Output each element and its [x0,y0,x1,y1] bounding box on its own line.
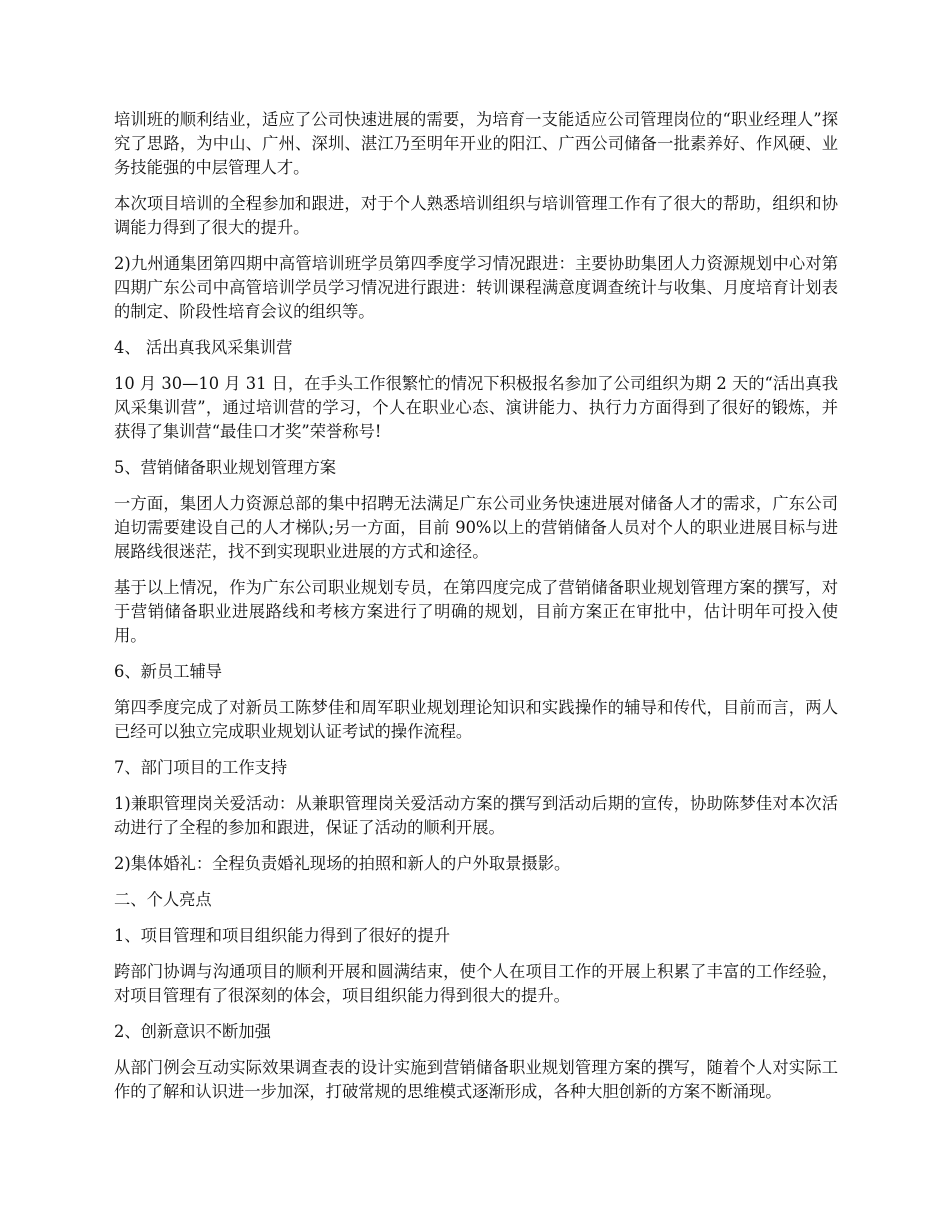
paragraph-cross-department-project: 跨部门协调与沟通项目的顺利开展和圆满结束，使个人在项目工作的开展上积累了丰富的工作经验，对项目管理有了很深刻的体会，项目组织能力得到很大的提升。 [114,962,838,1005]
paragraph-marketing-reserve-plan: 基于以上情况，作为广东公司职业规划专员，在第四度完成了营销储备职业规划管理方案的撰写，对于营销储备职业进展路线和考核方案进行了明确的规划，目前方案正在审批中，估计明年可投入使用。 [114,578,838,645]
heading-highlight-1: 1、项目管理和项目组织能力得到了很好的提升 [114,926,450,945]
paragraph-innovation-awareness: 从部门例会互动实际效果调查表的设计实施到营销储备职业规划管理方案的撰写，随着个人对实际工作的了解和认识进一步加深，打破常规的思维模式逐渐形成，各种大胆创新的方案不断涌现。 [114,1058,838,1101]
paragraph-new-employee-coaching: 第四季度完成了对新员工陈梦佳和周军职业规划理论知识和实践操作的辅导和传代，目前而言，两人已经可以独立完成职业规划认证考试的操作流程。 [114,698,838,741]
heading-highlight-2: 2、创新意识不断加强 [114,1022,271,1041]
paragraph-group-wedding: 2)集体婚礼：全程负责婚礼现场的拍照和新人的户外取景摄影。 [114,854,571,873]
paragraph-marketing-reserve-background: 一方面，集团人力资源总部的集中招聘无法满足广东公司业务快速进展对储备人才的需求，广东公司迫切需要建设自己的人才梯队;另一方面，目前 90%以上的营销储备人员对个人的职业进展目标与进展路线很迷茫，找不到实现职业进展的方式和途径。 [114,494,838,561]
paragraph-project-training-followup: 本次项目培训的全程参加和跟进，对于个人熟悉培训组织与培训管理工作有了很大的帮助，组织和协调能力得到了很大的提升。 [114,194,838,237]
heading-section-6: 6、新员工辅导 [114,662,223,681]
heading-section-5: 5、营销储备职业规划管理方案 [114,458,337,477]
paragraph-training-camp: 10 月 30—10 月 31 日，在手头工作很繁忙的情况下积极报名参加了公司组织为期 2 天的“活出真我风采集训营”，通过培训营的学习，个人在职业心态、演讲能力、执行力方面得到了很好的锻炼，并获得了集训营“最佳口才奖”荣誉称号! [114,374,838,441]
paragraph-fourth-senior-training: 2)九州通集团第四期中高管培训班学员第四季度学习情况跟进：主要协助集团人力资源规划中心对第四期广东公司中高管培训学员学习情况进行跟进：转训课程满意度调查统计与收集、月度培育计划表的制定、阶段性培育会议的组织等。 [114,254,838,321]
paragraph-part-time-care-activity: 1)兼职管理岗关爱活动：从兼职管理岗关爱活动方案的撰写到活动后期的宣传，协助陈梦佳对本次活动进行了全程的参加和跟进，保证了活动的顺利开展。 [114,794,838,837]
heading-part-two: 二、个人亮点 [114,890,212,909]
heading-section-7: 7、部门项目的工作支持 [114,758,288,777]
heading-section-4: 4、 活出真我风采集训营 [114,338,293,357]
paragraph-training-class-conclusion: 培训班的顺利结业，适应了公司快速进展的需要，为培育一支能适应公司管理岗位的“职业经理人”探究了思路，为中山、广州、深圳、湛江乃至明年开业的阳江、广西公司储备一批素养好、作风硬、业务技能强的中层管理人才。 [114,110,838,177]
